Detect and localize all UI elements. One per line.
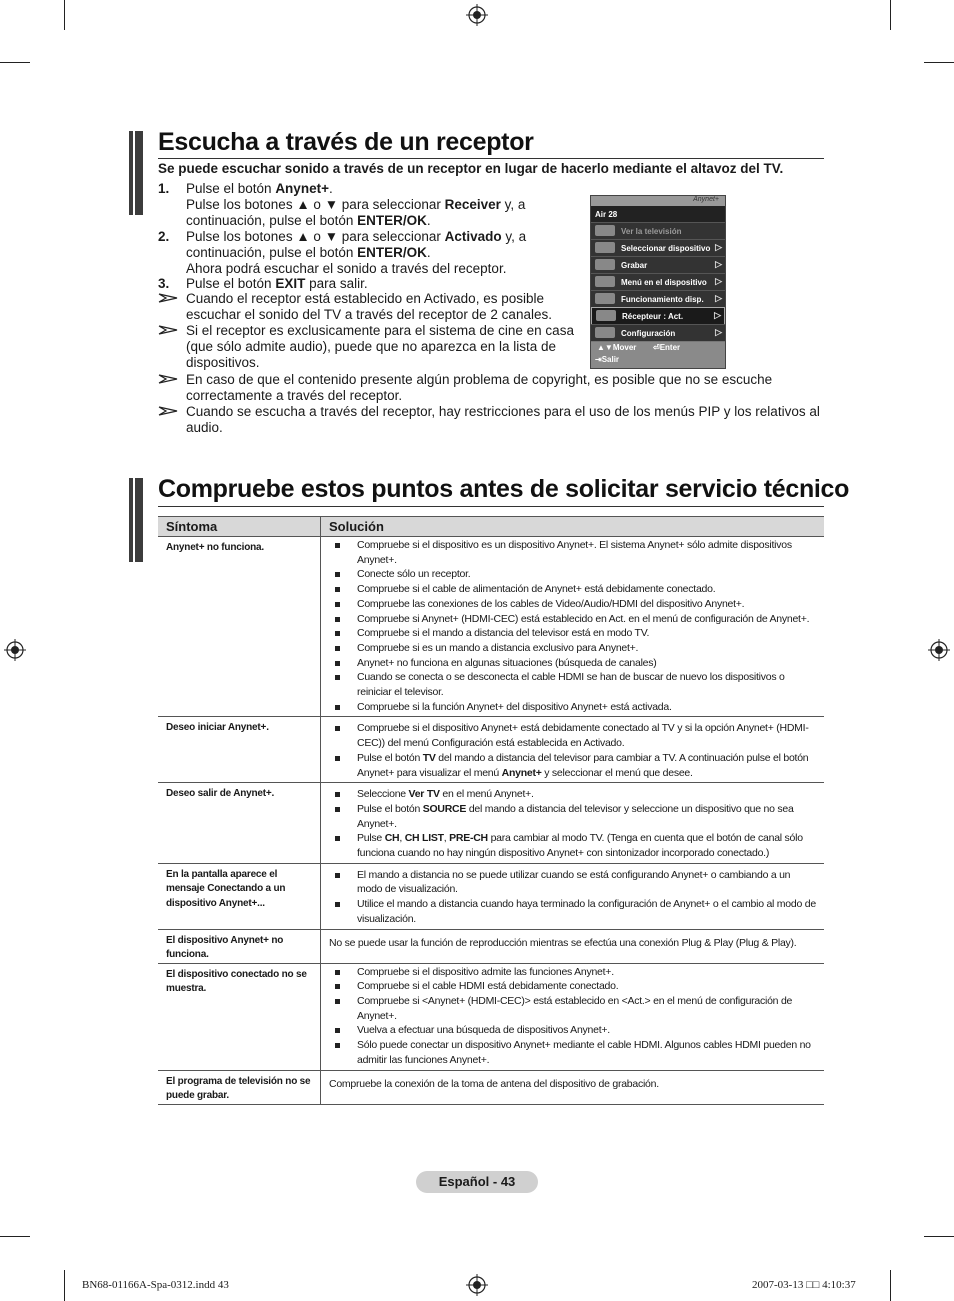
menu-brand: Anynet+	[693, 196, 719, 203]
menu-item-icon	[595, 276, 615, 287]
list-item: Compruebe si el cable de alimentación de Anynet+ está debidamente conectado.	[329, 582, 816, 597]
menu-channel: Air 28	[591, 206, 725, 222]
step-text: Pulse el botón EXIT para salir.	[186, 276, 368, 291]
col-solution: Solución	[321, 517, 825, 537]
list-item: Cuando se conecta o se desconecta el cable HDMI se han de buscar de nuevo los dispositivos o reiniciar el televisor.	[329, 670, 816, 699]
menu-item-icon	[595, 327, 615, 338]
solution-cell	[321, 537, 825, 717]
table-row	[158, 1070, 824, 1104]
note-arrow-icon	[158, 293, 178, 303]
symptom-cell: En la pantalla aparece el mensaje Conectando a un dispositivo Anynet+...	[158, 863, 321, 929]
symptom-cell: El dispositivo Anynet+ no funciona.	[158, 929, 321, 963]
anynet-menu-screenshot	[590, 195, 726, 369]
section-title-receptor: Escucha a través de un receptor	[158, 128, 534, 156]
list-item: Anynet+ no funciona en algunas situaciones (búsqueda de canales)	[329, 656, 816, 671]
list-item: Pulse CH, CH LIST, PRE-CH para cambiar al modo TV. (Tenga en cuenta que el botón de canal sólo funciona cuando no hay ningún dispositivo Anynet+ con sintonizador incorporado conectado.)	[329, 831, 816, 860]
troubleshooting-table	[158, 516, 824, 1105]
section-bar-2	[129, 478, 143, 562]
solution-text: No se puede usar la función de reproducción mientras se efectúa una conexión Plug & Play (Plug & Play).	[329, 936, 797, 949]
footer-date: 2007-03-13 □□ 4:10:37	[752, 1279, 856, 1291]
menu-exit-hint: ⇥ Salir	[595, 355, 620, 364]
list-item: Compruebe si el dispositivo es un dispositivo Anynet+. El sistema Anynet+ sólo admite dispositivos Anynet+.	[329, 538, 816, 567]
chevron-right-icon: ▷	[715, 242, 722, 252]
menu-footer	[591, 342, 725, 368]
menu-item: Récepteur : Act. ▷	[591, 307, 725, 325]
chevron-right-icon: ▷	[715, 327, 722, 337]
list-item: Compruebe si el dispositivo Anynet+ está debidamente conectado al TV y si la opción Anynet+ (HDMI-CEC)) del menú Configuración está establecida en Activado.	[329, 721, 816, 750]
list-item: Pulse el botón TV del mando a distancia del televisor para cambiar a TV. A continuación pulse el botón Anynet+ para visualizar el menú Anynet+ y seleccionar el menú que desee.	[329, 751, 816, 780]
title-rule-2	[158, 506, 824, 507]
registration-mark-bottom	[466, 1274, 488, 1296]
table-row	[158, 863, 824, 929]
symptom-cell: Anynet+ no funciona.	[158, 537, 321, 717]
symptom-cell: El programa de televisión no se puede grabar.	[158, 1070, 321, 1104]
table-row	[158, 717, 824, 783]
note-text: Si el receptor es exclusicamente para el sistema de cine en casa (que sólo admite audio), puede que no aparezca en la lista de dispositivos.	[186, 323, 574, 370]
registration-mark-top	[466, 4, 488, 26]
list-item: Compruebe si Anynet+ (HDMI-CEC) está establecido en Act. en el menú de configuración de Anynet+.	[329, 612, 816, 627]
menu-item-icon	[596, 310, 616, 321]
list-item: El mando a distancia no se puede utilizar cuando se está configurando Anynet+ o cambiando a un modo de visualización.	[329, 868, 816, 897]
solution-cell	[321, 929, 825, 963]
note-text: Cuando el receptor está establecido en Activado, es posible escuchar el sonido del TV a través del receptor de 2 canales.	[186, 291, 552, 322]
step-text: Pulse los botones ▲ o ▼ para seleccionar Activado y, a continuación, pulse el botón ENTER/OK. Ahora podrá escuchar el sonido a través del receptor.	[186, 229, 527, 276]
title-rule-1	[158, 158, 824, 159]
menu-item-icon	[595, 293, 615, 304]
section-title-servicio: Compruebe estos puntos antes de solicitar servicio técnico	[158, 475, 850, 503]
menu-item: Configuración ▷	[591, 324, 725, 341]
menu-item: Ver la televisión	[591, 222, 725, 239]
note-text: Cuando se escucha a través del receptor, hay restricciones para el uso de los menús PIP y los relativos al audio.	[186, 404, 820, 435]
footer-file: BN68-01166A-Spa-0312.indd 43	[82, 1279, 229, 1291]
section-bar-1	[129, 131, 143, 215]
list-item: Compruebe si es un mando a distancia exclusivo para Anynet+.	[329, 641, 816, 656]
list-item: Seleccione Ver TV en el menú Anynet+.	[329, 787, 816, 802]
step-number: 1.	[158, 181, 170, 196]
table-row	[158, 963, 824, 1070]
col-symptom: Síntoma	[158, 517, 321, 537]
note-arrow-icon	[158, 325, 178, 335]
section-intro: Se puede escuchar sonido a través de un receptor en lugar de hacerlo mediante el altavoz del TV.	[158, 161, 784, 176]
list-item: Utilice el mando a distancia cuando haya terminado la configuración de Anynet+ o el cambio al modo de visualización.	[329, 897, 816, 926]
list-item: Sólo puede conectar un dispositivo Anynet+ mediante el cable HDMI. Algunos cables HDMI pueden no admitir las funciones Anynet+.	[329, 1038, 816, 1067]
menu-item: Funcionamiento disp. ▷	[591, 290, 725, 307]
menu-item-icon	[595, 242, 615, 253]
menu-item-icon	[595, 259, 615, 270]
solution-text: Compruebe la conexión de la toma de antena del dispositivo de grabación.	[329, 1077, 659, 1090]
menu-item: Menú en el dispositivo ▷	[591, 273, 725, 290]
list-item: Compruebe si el dispositivo admite las funciones Anynet+.	[329, 965, 816, 980]
list-item: Compruebe si el cable HDMI está debidamente conectado.	[329, 979, 816, 994]
menu-item: Grabar ▷	[591, 256, 725, 273]
table-header-row	[158, 517, 824, 537]
menu-item-icon	[595, 225, 615, 236]
registration-mark-left	[4, 639, 26, 661]
chevron-right-icon: ▷	[715, 259, 722, 269]
solution-cell	[321, 1070, 825, 1104]
symptom-cell: El dispositivo conectado no se muestra.	[158, 963, 321, 1070]
list-item: Pulse el botón SOURCE del mando a distancia del televisor y seleccione un dispositivo que no sea Anynet+.	[329, 802, 816, 831]
note-arrow-icon	[158, 406, 178, 416]
table-row	[158, 783, 824, 864]
table-row	[158, 929, 824, 963]
symptom-cell: Deseo salir de Anynet+.	[158, 783, 321, 864]
list-item: Compruebe si la función Anynet+ del dispositivo Anynet+ está activada.	[329, 700, 816, 715]
menu-enter-hint: ⏎ Enter	[653, 343, 681, 352]
note-text: En caso de que el contenido presente algún problema de copyright, es posible que no se escuche correctamente a través del receptor.	[186, 372, 773, 403]
chevron-right-icon: ▷	[715, 276, 722, 286]
step-number: 2.	[158, 229, 170, 244]
solution-cell	[321, 783, 825, 864]
note-arrow-icon	[158, 374, 178, 384]
menu-move-hint: ▲▼ Mover	[597, 343, 637, 352]
solution-cell	[321, 863, 825, 929]
registration-mark-right	[928, 639, 950, 661]
list-item: Conecte sólo un receptor.	[329, 567, 816, 582]
menu-item: Seleccionar dispositivo ▷	[591, 239, 725, 256]
chevron-right-icon: ▷	[715, 293, 722, 303]
symptom-cell: Deseo iniciar Anynet+.	[158, 717, 321, 783]
chevron-right-icon: ▷	[714, 310, 721, 320]
solution-cell	[321, 717, 825, 783]
step-number: 3.	[158, 276, 170, 291]
solution-cell	[321, 963, 825, 1070]
step-text: Pulse el botón Anynet+. Pulse los botones ▲ o ▼ para seleccionar Receiver y, a continuación, pulse el botón ENTER/OK.	[186, 181, 526, 228]
list-item: Compruebe si el mando a distancia del televisor está en modo TV.	[329, 626, 816, 641]
list-item: Compruebe las conexiones de los cables de Video/Audio/HDMI del dispositivo Anynet+.	[329, 597, 816, 612]
list-item: Vuelva a efectuar una búsqueda de dispositivos Anynet+.	[329, 1023, 816, 1038]
page-number-label: Español - 43	[416, 1171, 538, 1193]
menu-brand-bar	[591, 196, 725, 206]
list-item: Compruebe si <Anynet+ (HDMI-CEC)> está establecido en <Act.> en el menú de configuración de Anynet+.	[329, 994, 816, 1023]
table-row	[158, 537, 824, 717]
